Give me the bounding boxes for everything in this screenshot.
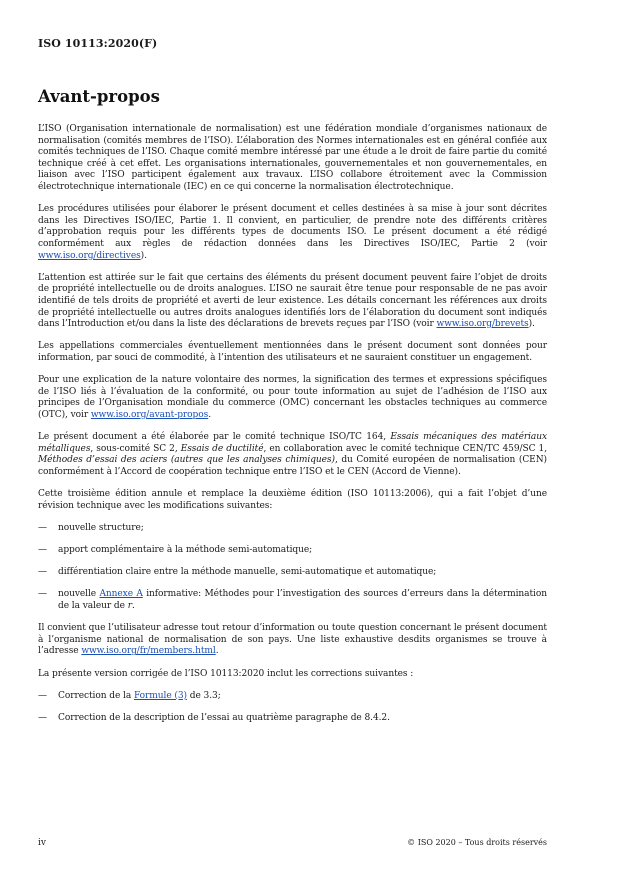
paragraph-patents: L’attention est attirée sur le fait que certains des éléments du présent document peuvent faire l’objet de droits de propriété intellectuelle ou de droits analogues. L’ISO ne saurait être tenue pour responsable de ne pas avoir identifié de tels droits de propriété et averti de leur existence. Les détails concernant les références aux droits de propriété intellectuelle ou autres droits analogues identifiés lors de l’élaboration du document sont indiqués dans l’Introduction et/ou dans la liste des déclarations de brevets reçues par l’ISO (voir www.iso.org/brevets). [38, 272, 547, 330]
link-directives[interactable]: www.iso.org/directives [38, 250, 141, 261]
list-item: — Correction de la description de l’essai au quatrième paragraphe de 8.4.2. [38, 712, 390, 723]
paragraph-corrected-version: La présente version corrigée de l’ISO 10113:2020 inclut les corrections suivantes : [38, 668, 414, 679]
page-title: Avant-propos [38, 87, 160, 106]
list-item: — apport complémentaire à la méthode semi-automatique; [38, 544, 313, 555]
list-item: — nouvelle structure; [38, 522, 144, 533]
link-brevets[interactable]: www.iso.org/brevets [436, 319, 529, 330]
dash-bullet: — [38, 690, 47, 701]
paragraph-procedures: Les procédures utilisées pour élaborer le présent document et celles destinées à sa mise à jour sont décrites dans les Directives ISO/IEC, Partie 1. Il convient, en particulier, de prendre note des différents critères d’approbation requis pour les différents types de documents ISO. Le présent document a été rédigé conformément aux règles de rédaction données dans les Directives ISO/IEC, Partie 2 (voir www.iso.org/directives). [38, 204, 547, 261]
paragraph-trade-names: Les appellations commerciales éventuellement mentionnées dans le présent document sont données pour information, par souci de commodité, à l’intention des utilisateurs et ne sauraient constituer un engagement. [38, 341, 547, 363]
page-number: iv [38, 838, 46, 848]
list-item: — nouvelle Annexe A informative: Méthodes pour l’investigation des sources d’erreurs dans la détermination de la valeur de r. [38, 589, 547, 611]
list-item: — différentiation claire entre la méthode manuelle, semi-automatique et automatique; [38, 567, 437, 578]
paragraph-committee: Le présent document a été élaborée par le comité technique ISO/TC 164, Essais mécaniques des matériaux métalliques, sous-comité SC 2, Essais de ductilité, en collaboration avec le comité technique CEN/TC 459/SC 1, Méthodes d’essai des aciers (autres que les analyses chimiques), du Comité européen de normalisation (CEN) conformément à l’Accord de coopération technique entre l’ISO et le CEN (Accord de Vienne). [38, 432, 548, 477]
paragraph-voluntary-nature: Pour une explication de la nature volontaire des normes, la signification des termes et expressions spécifiques de l’ISO liés à l’évaluation de la conformité, ou pour toute information au sujet de l’adhésion de l’ISO aux principes de l’Organisation mondiale du commerce (OMC) concernant les obstacles techniques au commerce (OTC), voir www.iso.org/avant-propos. [38, 375, 547, 420]
link-members[interactable]: www.iso.org/fr/members.html [81, 646, 216, 657]
dash-bullet: — [38, 712, 47, 723]
paragraph-feedback: Il convient que l’utilisateur adresse tout retour d’information ou toute question concernant le présent document à l’organisme national de normalisation de son pays. Une liste exhaustive desdits organismes se trouve à l’adresse www.iso.org/fr/members.html. [38, 623, 547, 657]
copyright-notice: © ISO 2020 – Tous droits réservés [407, 838, 547, 847]
dash-bullet: — [38, 522, 47, 533]
foreword-body [38, 124, 547, 735]
list-item: — Correction de la Formule (3) de 3.3; [38, 690, 221, 701]
document-id: ISO 10113:2020(F) [38, 37, 158, 50]
link-avant-propos[interactable]: www.iso.org/avant-propos [90, 409, 209, 420]
dash-bullet: — [38, 567, 47, 578]
paragraph-iso-intro: L’ISO (Organisation internationale de normalisation) est une fédération mondiale d’organismes nationaux de normalisation (comités membres de l’ISO). L’élaboration des Normes internationales est en général confiée aux comités techniques de l’ISO. Chaque comité membre intéressé par une étude a le droit de faire partie du comité technique créé à cet effet. Les organisations internationales, gouvernementales et non gouvernementales, en liaison avec l’ISO participent également aux travaux. L’ISO collabore étroitement avec la Commission électrotechnique internationale (IEC) en ce qui concerne la normalisation électrotechnique. [38, 124, 547, 192]
paragraph-edition: Cette troisième édition annule et remplace la deuxième édition (ISO 10113:2006), qui a fait l’objet d’une révision technique avec les modifications suivantes: [38, 489, 547, 511]
link-formule-3[interactable]: Formule (3) [133, 690, 187, 701]
dash-bullet: — [38, 544, 47, 555]
link-annexe-a[interactable]: Annexe A [99, 589, 143, 600]
dash-bullet: — [38, 589, 47, 600]
